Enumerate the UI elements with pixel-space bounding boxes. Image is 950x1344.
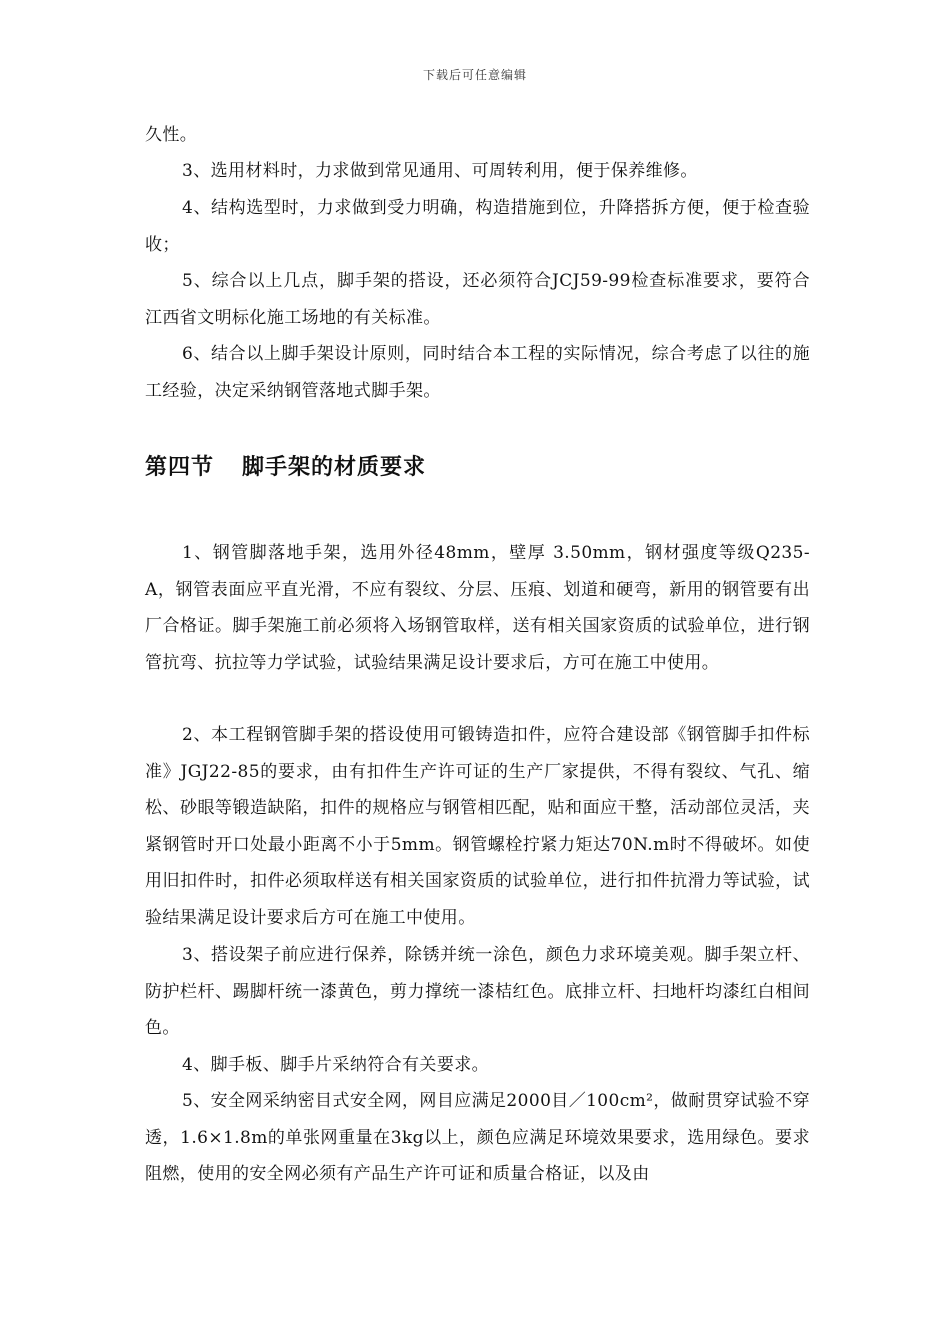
list-item-material-1: 1、钢管脚落地手架，选用外径48mm，壁厚 3.50mm，钢材强度等级Q235-A，钢管表面应平直光滑，不应有裂纹、分层、压痕、划道和硬弯，新用的钢管要有出厂合格证。脚手架施工前必须将入场钢管取样，送有相关国家资质的试验单位，进行钢管抗弯、抗拉等力学试验，试验结果满足设计要求后，方可在施工中使用。 [145, 543, 810, 673]
page-header-note: 下载后可任意编辑 [422, 68, 527, 82]
list-item-material-5: 5、安全网采纳密目式安全网，网目应满足2000目／100cm²，做耐贯穿试验不穿透，1.6×1.8m的单张网重量在3kg以上，颜色应满足环境效果要求，选用绿色。要求阻燃，使用的安全网必须有产品生产许可证和质量合格证，以及由 [145, 1091, 810, 1184]
list-item-material-4: 4、脚手板、脚手片采纳符合有关要求。 [182, 1055, 490, 1075]
list-item-principle-4: 4、结构选型时，力求做到受力明确，构造措施到位，升降搭拆方便，便于检查验收； [145, 198, 810, 255]
list-item-material-3: 3、搭设架子前应进行保养，除锈并统一涂色，颜色力求环境美观。脚手架立杆、防护栏杆、踢脚杆统一漆黄色，剪力撑统一漆桔红色。底排立杆、扫地杆均漆红白相间 色。 [145, 945, 810, 1038]
section-heading [145, 450, 426, 481]
list-item-principle-3: 3、选用材料时，力求做到常见通用、可周转利用，便于保养维修。 [182, 161, 698, 181]
list-item-principle-5: 5、综合以上几点，脚手架的搭设，还必须符合JCJ59-99检查标准要求，要符合江西省文明标化施工场地的有关标准。 [145, 271, 810, 328]
section-title: 脚手架的材质要求 [242, 455, 427, 480]
section-number: 第四节 [145, 455, 215, 480]
paragraph-continuation: 久性。 [145, 125, 198, 145]
list-item-material-2: 2、本工程钢管脚手架的搭设使用可锻铸造扣件，应符合建设部《钢管脚手扣件标准》JGJ22-85的要求，由有扣件生产许可证的生产厂家提供，不得有裂纹、气孔、缩松、砂眼等锻造缺陷，扣件的规格应与钢管相匹配，贴和面应干整，活动部位灵活，夹紧钢管时开口处最小距离不小于5mm。钢管螺栓拧紧力矩达70N.m时不得破坏。如使用旧扣件时，扣件必须取样送有相关国家资质的试验单位，进行扣件抗滑力等试验，试验结果满足设计要求后方可在施工中使用。 [145, 725, 810, 928]
list-item-principle-6: 6、结合以上脚手架设计原则，同时结合本工程的实际情况，综合考虑了以往的施工经验，决定采纳钢管落地式脚手架。 [145, 344, 810, 401]
